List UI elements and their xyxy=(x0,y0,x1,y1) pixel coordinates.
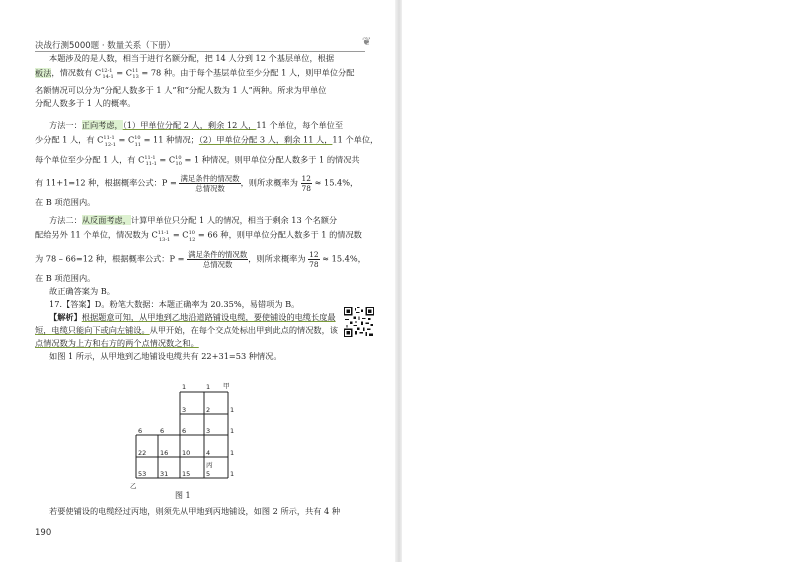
paragraph-line xyxy=(35,97,375,110)
text-span: ，则所求概率为 xyxy=(240,177,298,188)
text-span: = 1 种情况。则甲单位分配人数多于 1 的情况共 xyxy=(181,154,360,165)
comb-sup: 10 xyxy=(134,135,141,142)
page-number: 190 xyxy=(35,528,52,538)
answer-line: 17.【答案】D。粉笔大数据：本题正确率为 20.35%，易错项为 B。 xyxy=(49,298,300,309)
comb-sub: 14-1 xyxy=(102,74,114,81)
continued-text-block xyxy=(35,505,375,518)
count-label: 6 xyxy=(160,427,165,435)
text-span: = 11 种情况； xyxy=(140,135,199,146)
paragraph-line xyxy=(35,350,375,363)
fraction-denominator: 78 xyxy=(301,184,311,194)
count-label: 1 xyxy=(230,449,235,457)
probability-fraction xyxy=(301,174,312,193)
count-label: 16 xyxy=(160,449,169,457)
count-label: 4 xyxy=(206,449,211,457)
paragraph-line xyxy=(35,250,375,269)
comb-sup: 10 xyxy=(188,230,195,237)
right-page xyxy=(402,0,800,562)
paragraph-line xyxy=(35,84,375,97)
count-label: 1 xyxy=(230,470,235,478)
text-span: 11 个单位，每个单位至 xyxy=(256,120,344,131)
text-span: 如图 1 所示，从甲地到乙地铺设电缆共有 22+31=53 种情况。 xyxy=(49,350,282,361)
text-span: 每个单位至少分配 1 人，有 C xyxy=(35,154,145,165)
comb-sub: 12-1 xyxy=(104,141,116,148)
paragraph-line xyxy=(35,337,375,350)
text-span: 有 11+1=12 种，根据概率公式：P = xyxy=(35,177,177,188)
comb-sub: 10 xyxy=(175,161,182,168)
underlined-text: 点情况数为上方和右方的两个点情况数之和。 xyxy=(35,337,199,348)
comb-sup: 10 xyxy=(175,154,182,161)
comb-sup: 11-1 xyxy=(144,154,156,161)
leaf-ornament-icon: ❦ xyxy=(362,35,372,48)
count-label: 2 xyxy=(206,406,211,414)
comb-sub: 13-1 xyxy=(158,236,171,243)
count-label: 6 xyxy=(182,427,187,435)
paragraph-line xyxy=(35,196,375,209)
text-span: = C xyxy=(115,135,135,146)
highlighted-term: 板法 xyxy=(35,67,52,78)
highlighted-term: 从反面考虑， xyxy=(81,215,131,226)
count-label: 1 xyxy=(182,383,187,391)
highlighted-term: 正向考虑， xyxy=(81,120,123,131)
text-span: ≈ 15.4%， xyxy=(322,253,366,263)
paragraph-line xyxy=(35,52,375,65)
paragraph-line xyxy=(35,65,375,84)
comb-sup: 12-1 xyxy=(101,68,113,74)
comb-sub: 11-1 xyxy=(145,161,157,168)
paragraph-line xyxy=(35,285,375,298)
comb-sup: 11-1 xyxy=(157,230,169,237)
grid-path-diagram xyxy=(120,381,245,493)
running-header: 决战行测5000题 · 数量关系（下册） xyxy=(35,41,176,51)
text-span: 从甲开始，在每个交点处标出甲到此点的情况数，该 xyxy=(149,324,338,335)
text-span: 在 B 项范围内。 xyxy=(35,197,96,208)
comb-sup: 11-1 xyxy=(103,135,115,142)
comb-sup: 11 xyxy=(132,68,139,74)
count-label: 6 xyxy=(138,427,143,435)
text-span: 本题涉及的是人数，相当于进行名额分配，把 14 人分到 12 个基层单位，根据 xyxy=(49,53,335,63)
fraction-numerator: 12 xyxy=(309,249,319,259)
count-label: 15 xyxy=(182,470,191,478)
method-label: 方法二： xyxy=(49,215,82,226)
paragraph-line xyxy=(35,505,375,518)
formula-numerator: 满足条件的情况数 xyxy=(180,174,240,184)
origin-label-jia: 甲 xyxy=(223,382,230,390)
probability-formula xyxy=(179,174,240,193)
text-span: 在 B 项范围内。 xyxy=(35,272,96,283)
count-label: 53 xyxy=(138,470,147,478)
conclusion-text: 故正确答案为 B。 xyxy=(49,285,115,296)
probability-fraction xyxy=(308,250,319,269)
probability-formula xyxy=(187,250,248,269)
text-span: ，情况数有 C xyxy=(51,67,102,78)
paragraph-line xyxy=(35,119,375,132)
figure-caption: 图 1 xyxy=(175,491,191,500)
solution-text-block xyxy=(35,52,379,363)
comb-sub: 12 xyxy=(188,236,196,243)
paragraph-line xyxy=(35,152,375,171)
text-span: 名额情况可以分为“分配人数多于 1 人”和“分配人数为 1 人”两种。所求为甲单位 xyxy=(35,85,327,96)
formula-numerator: 满足条件的情况数 xyxy=(188,249,248,259)
count-label: 10 xyxy=(182,449,191,457)
paragraph-line xyxy=(35,298,375,311)
underlined-text: 短，电缆只能向下或向左铺设。 xyxy=(35,324,150,335)
text-span: 配给另外 11 个单位，情况数为 C xyxy=(35,229,158,240)
fraction-numerator: 12 xyxy=(301,174,311,184)
count-label: 3 xyxy=(182,406,187,414)
paragraph-line xyxy=(35,227,375,246)
paragraph-line xyxy=(35,272,375,285)
text-span: = 78 种。由于每个基层单位至少分配 1 人，则甲单位分配 xyxy=(138,67,355,78)
count-label: 1 xyxy=(230,406,235,414)
text-span: ，则所求概率为 xyxy=(248,253,306,263)
paragraph-line xyxy=(35,324,375,337)
comb-sub: 13 xyxy=(132,74,139,81)
formula-denominator: 总情况数 xyxy=(202,259,233,269)
underlined-text: 根据题意可知，从甲地到乙地沿道路铺设电缆，要使铺设的电缆长度最 xyxy=(81,311,336,322)
text-span: 分配人数多于 1 人的概率。 xyxy=(35,98,136,109)
count-label: 5 xyxy=(206,470,211,478)
point-label-bing: 丙 xyxy=(206,461,213,469)
method-label: 方法一： xyxy=(49,120,82,131)
paragraph-line xyxy=(35,214,375,227)
destination-label-yi: 乙 xyxy=(130,482,137,490)
count-label: 22 xyxy=(138,449,147,457)
text-span: = 66 种，则甲单位分配人数多于 1 的情况数 xyxy=(195,229,362,240)
paragraph-line xyxy=(35,132,379,151)
fraction-denominator: 78 xyxy=(309,259,319,269)
text-span: = C xyxy=(113,67,133,78)
text-span: ≈ 15.4%， xyxy=(314,177,359,188)
paragraph-line xyxy=(35,174,375,193)
count-label: 1 xyxy=(230,427,235,435)
formula-denominator: 总情况数 xyxy=(195,184,225,194)
comb-sub: 11 xyxy=(134,141,141,148)
paragraph-line xyxy=(35,311,375,324)
text-span: 若要使铺设的电缆经过丙地，则须先从甲地到丙地铺设，如图 2 所示，共有 4 种 xyxy=(49,506,341,516)
underlined-text: （1）甲单位分配 2 人，剩余 12 人， xyxy=(122,120,257,131)
count-label: 3 xyxy=(206,427,211,435)
analysis-label: 【解析】 xyxy=(49,311,82,322)
text-span: 为 78 – 66=12 种，根据概率公式：P = xyxy=(35,253,185,263)
text-span: 11 个单位， xyxy=(332,135,379,146)
text-span: 少分配 1 人，有 C xyxy=(35,135,104,146)
underlined-text: （2）甲单位分配 3 人，剩余 11 人， xyxy=(198,135,333,146)
qr-code-icon[interactable] xyxy=(344,307,374,337)
count-label: 1 xyxy=(206,383,211,391)
count-label: 31 xyxy=(160,470,169,478)
text-span: = C xyxy=(170,229,189,240)
text-span: 计算甲单位只分配 1 人的情况，相当于剩余 13 个名额分 xyxy=(130,215,338,226)
text-span: = C xyxy=(156,154,176,165)
